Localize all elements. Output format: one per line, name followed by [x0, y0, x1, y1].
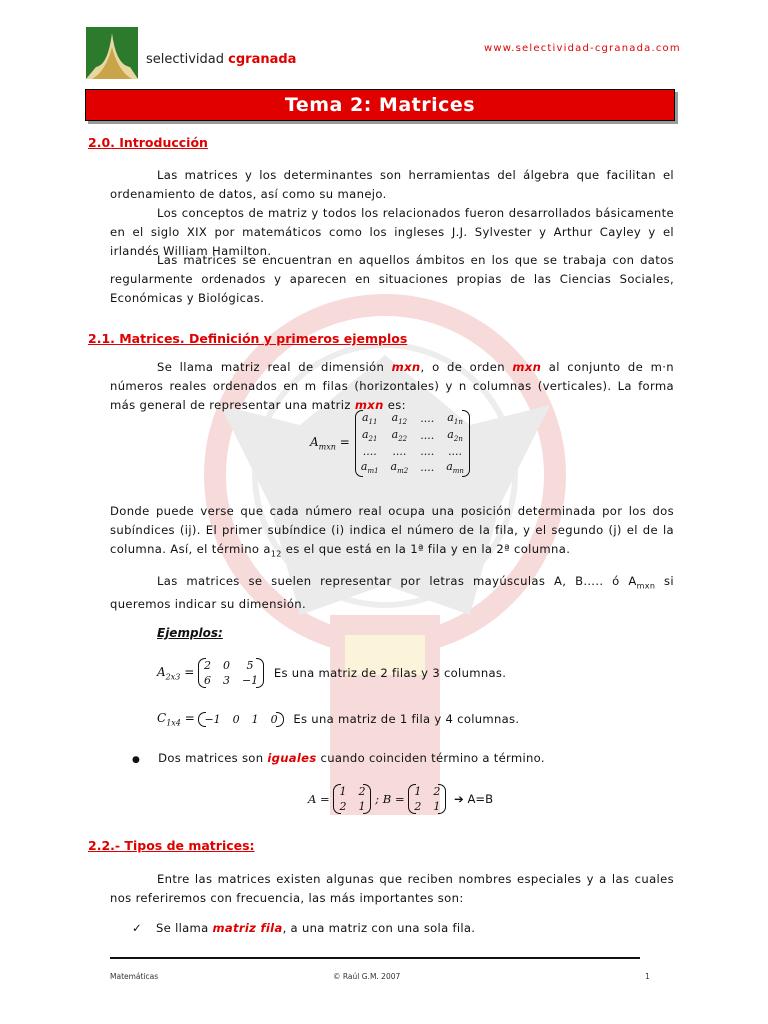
example-2-matrix	[198, 712, 283, 727]
matrix-cell: 2	[358, 785, 366, 798]
footer-divider	[110, 957, 640, 959]
matrix-cell: 1	[414, 785, 422, 798]
matrix-cell: 0	[222, 659, 230, 672]
section-heading-types: 2.2.- Tipos de matrices:	[88, 838, 255, 853]
equality-result: A=B	[467, 792, 494, 806]
matrix-cell: ....	[362, 445, 377, 459]
matrix-cell: $a_{21}$	[361, 428, 378, 444]
types-paragraph: Entre las matrices existen algunas que reciben nombres especiales y a las cuales nos referiremos con frecuencia, las más importantes son:	[110, 872, 674, 905]
bullet-icon: ●	[132, 755, 141, 765]
matrix-cell: ....	[420, 412, 435, 426]
example-1-text: Es una matriz de 2 filas y 3 columnas.	[273, 666, 507, 680]
logo-icon	[86, 27, 138, 79]
arrow-right-icon: ➔	[454, 792, 464, 806]
section-heading-intro: 2.0. Introducción	[88, 135, 208, 150]
matrix-cell: $a_{2n}$	[447, 428, 463, 444]
general-matrix: $A_{mxn}$ = $a_{11}$ $a_{12}$ .... $a_{1n}$ $a_{21}$ $a_{22}$ .... $a_{2n}$ .... .... .... .... $a_{m1}$ $a_{m2}$ .... $a_{mn}$	[310, 410, 470, 477]
definition-paragraph: Se llama matriz real de dimensión mxn, o de orden mxn al conjunto de m·n números reales ordenados en m filas (horizontales) y n columnas (verticales). La forma más general de representar una matriz mxn es:	[110, 360, 674, 412]
matrix-cell: $a_{m2}$	[390, 460, 409, 476]
matrix-cell: 1	[251, 712, 259, 726]
matrix-cell: 3	[222, 674, 230, 687]
matrix-a	[333, 784, 371, 814]
example-1-matrix	[198, 658, 264, 688]
matrix-cell: 2	[339, 800, 347, 813]
examples-heading: Ejemplos:	[157, 626, 223, 640]
section-heading-definition: 2.1. Matrices. Definición y primeros ejemplos	[88, 331, 408, 346]
example-2-text: Es una matriz de 1 fila y 4 columnas.	[293, 712, 520, 727]
matrix-cell: 1	[433, 800, 441, 813]
matrix-cell: 0	[270, 712, 278, 726]
matrix-cell: $a_{mn}$	[446, 460, 464, 476]
notation-paragraph: Las matrices se suelen representar por letras mayúsculas A, B….. ó $A_{mxn}$ si queremos indicar su dimensión.	[110, 574, 674, 612]
matrix-cell: 2	[414, 800, 422, 813]
example-1: $A_{2x3}$ = 2 0 5 6 3 −1 Es una matriz de 2 filas y 3 columnas.	[157, 659, 507, 687]
intro-paragraph-2: Los conceptos de matriz y todos los relacionados fueron desarrollados básicamente en el siglo XIX por matemáticos como los ingleses J.J. Sylvester y Arthur Cayley y el irlandés William Hamilton.	[110, 206, 674, 258]
matrix-cell: 1	[358, 800, 366, 813]
matrix-cell: ....	[420, 461, 435, 475]
matrix-cell: $a_{22}$	[391, 428, 408, 444]
matrix-b	[408, 784, 446, 814]
example-2: $C_{1x4}$ = −1 0 1 0 Es una matriz de 1 fila y 4 columnas.	[157, 711, 520, 728]
matrix-cell: −1	[241, 674, 259, 687]
matrix-cell: 0	[232, 712, 240, 726]
matrix-cell: ....	[448, 445, 463, 459]
matrix-cell: $a_{m1}$	[360, 460, 379, 476]
site-url[interactable]: www.selectividad-cgranada.com	[484, 43, 681, 54]
page-title: Tema 2: Matrices	[284, 94, 476, 116]
checkmark-icon: ✓	[132, 921, 143, 935]
brand-name: selectividad cgranada	[146, 52, 297, 67]
matrix-cell: 1	[339, 785, 347, 798]
subscript-explanation: Donde puede verse que cada número real ocupa una posición determinada por los dos subíndices (ij). El primer subíndice (i) indica el número de la fila, y el segundo (j) el de la columna. Así, el término $a_{12}$ es el que está en la 1ª fila y en la 2ª columna.	[110, 504, 674, 559]
footer-subject: Matemáticas	[110, 972, 159, 981]
intro-paragraph-1: Las matrices y los determinantes son herramientas del álgebra que facilitan el ordenamiento de datos, así como su manejo.	[110, 168, 674, 201]
intro-paragraph-3: Las matrices se encuentran en aquellos ámbitos en los que se trabaja con datos regularmente ordenados y aparecen en situaciones propias de las Ciencias Sociales, Económicas y Biológicas.	[110, 253, 674, 305]
matrix-cell: $a_{11}$	[361, 411, 378, 427]
matrix-cell: ....	[392, 445, 407, 459]
matrix-cell: $a_{1n}$	[447, 411, 463, 427]
matrix-cell: ....	[420, 445, 435, 459]
matrix-cell: ....	[420, 429, 435, 443]
matrix-cell: 2	[203, 659, 211, 672]
title-banner	[85, 89, 675, 121]
page-number: 1	[645, 972, 650, 981]
bullet-equal-matrices: ● Dos matrices son iguales cuando coinciden término a término.	[132, 751, 545, 765]
matrix-cell: 6	[203, 674, 211, 687]
matrix-cell: 2	[433, 785, 441, 798]
footer-copyright: © Raúl G.M. 2007	[333, 972, 401, 981]
matrix-cell: −1	[204, 712, 221, 726]
equality-example: A = 1 2 2 1 ; B = 1 2 2 1 ➔ A=B	[308, 785, 494, 813]
matrix-cell: $a_{12}$	[391, 411, 408, 427]
general-matrix-body	[355, 410, 470, 477]
list-item-row-matrix: ✓ Se llama matriz fila, a una matriz con una sola fila.	[132, 921, 476, 935]
matrix-cell: 5	[246, 659, 254, 672]
